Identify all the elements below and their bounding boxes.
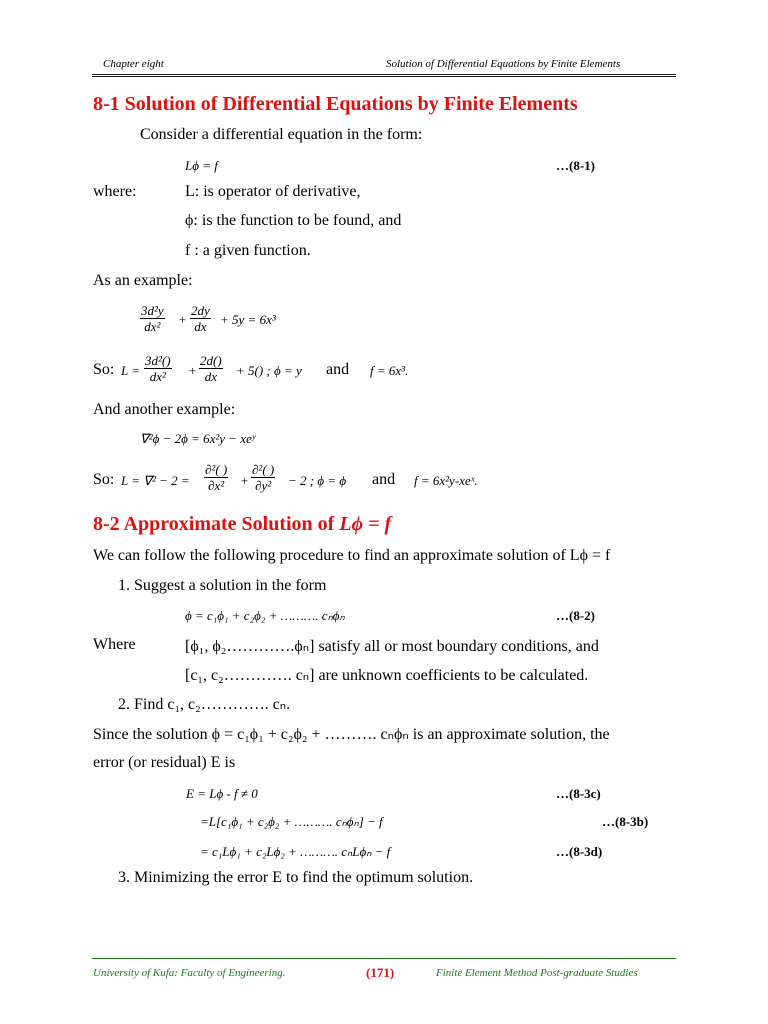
section-heading-8-2: [93, 513, 391, 536]
fraction-numerator: 2d(): [200, 353, 222, 368]
where-basis-functions: [ϕ₁, ϕ₂………….ϕₙ] satisfy all or most boundary conditions, and: [185, 638, 599, 655]
step-2: 2. Find c₁, c₂…………. cₙ.: [118, 696, 291, 713]
equation-number-8-2: …(8-2): [556, 608, 595, 623]
fraction-numerator: 3d²y: [141, 303, 164, 318]
fraction-denominator: dx: [194, 319, 207, 334]
so2-rest: − 2 ; ϕ = ϕ: [288, 473, 347, 488]
another-example-label: And another example:: [93, 401, 236, 418]
equation-number-8-3d: …(8-3d): [556, 844, 603, 859]
fraction-denominator: dx²: [149, 369, 166, 384]
equation-number-8-1: …(8-1): [556, 158, 595, 173]
equation-number-8-3c: …(8-3c): [556, 786, 601, 801]
definition-L: L: is operator of derivative,: [185, 183, 361, 200]
so2-f: f = 6x²y-xeˣ.: [414, 473, 478, 488]
header-title: Solution of Differential Equations by Finite Elements: [386, 58, 621, 70]
header-rule: [92, 74, 676, 75]
where-label-2: Where: [93, 636, 136, 653]
where-label: where:: [93, 183, 137, 200]
equation-number-8-3b: …(8-3b): [602, 814, 649, 829]
equation-8-1: Lϕ = f: [185, 158, 218, 173]
section-heading-8-1: 8-1 Solution of Differential Equations by Finite Elements: [93, 93, 578, 115]
example2-equation: ∇²ϕ − 2ϕ = 6x²y − xeʸ: [140, 431, 256, 446]
so1-f: f = 6x³.: [370, 363, 409, 378]
so2-L: L = ∇² − 2 =: [121, 473, 190, 488]
section2-intro: We can follow the following procedure to find an approximate solution of Lϕ = f: [93, 547, 611, 564]
so-label-2: So:: [93, 471, 115, 488]
example1-fraction-2: [190, 303, 211, 334]
and-label-1: and: [326, 361, 350, 378]
heading-text: 8-2 Approximate Solution of: [93, 513, 340, 535]
so1-fraction-2: [199, 353, 223, 384]
equation-8-2: ϕ = c₁ϕ₁ + c₂ϕ₂ + ………. cₙϕₙ: [185, 608, 345, 623]
example1-rest: + 5y = 6x³: [220, 312, 276, 327]
fraction-numerator: 3d²(): [145, 353, 171, 368]
equation-8-3d: = c₁Lϕ₁ + c₂Lϕ₂ + ………. cₙLϕₙ − f: [200, 844, 391, 859]
and-label-2: and: [372, 471, 396, 488]
error-text: error (or residual) E is: [93, 754, 236, 771]
plus-sign: +: [188, 363, 197, 378]
fraction-denominator: ∂y²: [255, 478, 272, 493]
footer-rule: [92, 958, 676, 959]
step-1: 1. Suggest a solution in the form: [118, 577, 327, 594]
step-3: 3. Minimizing the error E to find the optimum solution.: [118, 869, 474, 886]
plus-sign: +: [178, 312, 187, 327]
fraction-numerator: ∂²( ): [205, 462, 228, 477]
equation-8-3b: =L[c₁ϕ₁ + c₂ϕ₂ + ………. cₙϕₙ] − f: [200, 814, 383, 829]
equation-8-3c: E = Lϕ - f ≠ 0: [186, 786, 258, 801]
so-label-1: So:: [93, 361, 115, 378]
fraction-numerator: 2dy: [191, 303, 210, 318]
heading-math: Lϕ = f: [339, 513, 392, 535]
definition-f: f : a given function.: [185, 242, 311, 259]
footer-course: Finite Element Method Post-graduate Studies: [436, 967, 638, 979]
example-label: As an example:: [93, 272, 193, 289]
where-coefficients: [c₁, c₂…………. cₙ] are unknown coefficients to be calculated.: [185, 667, 589, 684]
since-text: Since the solution ϕ = c₁ϕ₁ + c₂ϕ₂ + ………. cₙϕₙ is an approximate solution, the: [93, 726, 610, 743]
page-number: (171): [366, 965, 395, 980]
header-rule-double: [92, 76, 676, 77]
so1-L: L =: [121, 363, 141, 378]
definition-phi: ϕ: is the function to be found, and: [185, 212, 402, 229]
so1-fraction-1: [144, 353, 172, 384]
fraction-numerator: ∂²( ): [252, 462, 275, 477]
example1-fraction-1: [140, 303, 165, 334]
fraction-denominator: dx: [204, 369, 217, 384]
plus-sign: +: [240, 473, 249, 488]
so2-fraction-1: [204, 462, 228, 493]
intro-text: Consider a differential equation in the form:: [140, 126, 423, 143]
fraction-denominator: dx²: [144, 319, 161, 334]
so1-rest: + 5() ; ϕ = y: [236, 363, 302, 378]
fraction-denominator: ∂x²: [208, 478, 225, 493]
footer-university: University of Kufa: Faculty of Engineering.: [93, 967, 286, 979]
so2-fraction-2: [251, 462, 275, 493]
chapter-label: Chapter eight: [103, 58, 164, 70]
